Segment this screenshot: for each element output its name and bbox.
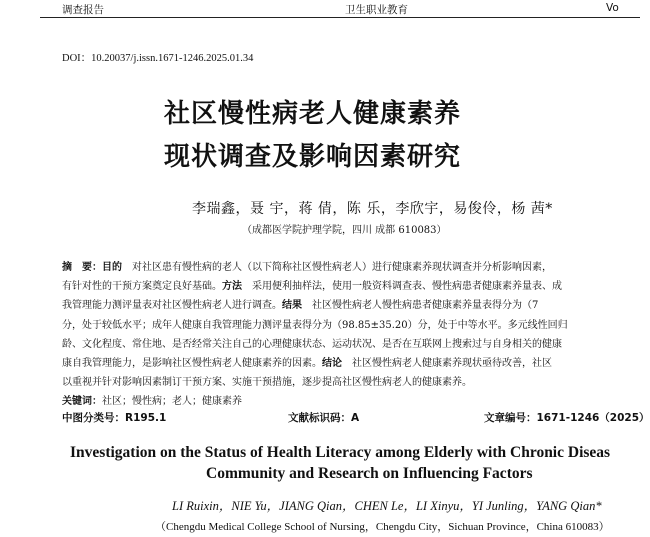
- title-cn-line2: 现状调查及影响因素研究: [163, 142, 461, 172]
- title-en-line1: Investigation on the Status of Health Literacy among Elderly with Chronic Diseas: [70, 444, 611, 461]
- affiliation-cn: （成都医学院护理学院，四川 成都 610083）: [242, 225, 447, 236]
- abstract-line: [62, 316, 568, 331]
- abstract-line: [62, 335, 562, 350]
- abstract-line: [62, 258, 552, 273]
- clc-number: [62, 410, 166, 425]
- journal-section-label: 调查报告: [62, 4, 104, 16]
- abstract-text: 有针对性的干预方案奠定良好基础。: [62, 281, 222, 292]
- abstract-line: [62, 373, 472, 388]
- document-code: [288, 410, 359, 425]
- abstract-line: [62, 277, 562, 292]
- abstract-section-label: 结论: [322, 358, 342, 369]
- abstract-text: 采用便利抽样法，使用一般资料调查表、慢性病患者健康素养量表、成: [242, 281, 562, 292]
- title-en-line2: Community and Research on Influencing Factors: [206, 465, 533, 482]
- abstract-text: 分，处于较低水平；成年人健康自我管理能力测评量表得分为（98.85±35.20）分，处于中等水平。多元线性回归: [62, 320, 568, 331]
- article-no-label: 文章编号：: [484, 412, 537, 424]
- clc-value: R195.1: [125, 412, 167, 424]
- abstract-text: 康自我管理能力，是影响社区慢性病老人健康素养的因素。: [62, 358, 322, 369]
- abstract-text: 我管理能力测评量表对社区慢性病老人进行调查。: [62, 300, 282, 311]
- affiliation-en: （Chengdu Medical College School of Nursing，Chengdu City，Sichuan Province，China 610083）: [155, 521, 610, 533]
- abstract-line: [62, 354, 552, 369]
- abstract-line: [62, 296, 538, 311]
- abstract-text: 社区慢性病老人慢性病患者健康素养量表得分为（7: [302, 300, 539, 311]
- article-number: [484, 410, 650, 425]
- authors-cn: 李瑞鑫，聂 宇，蒋 倩，陈 乐，李欣宇，易俊伶，杨 茜*: [192, 201, 553, 217]
- abstract-section-label: 结果: [282, 300, 302, 311]
- abstract-section-label: 方法: [222, 281, 242, 292]
- authors-en: LI Ruixin，NIE Yu，JIANG Qian，CHEN Le，LI Xinyu，YI Junling，YANG Qian*: [172, 499, 602, 513]
- abstract-text: 以重视并针对影响因素制订干预方案、实施干预措施，逐步提高社区慢性病老人的健康素养。: [62, 377, 472, 388]
- title-cn-line1: 社区慢性病老人健康素养: [163, 99, 461, 129]
- clc-label: 中图分类号：: [62, 412, 125, 424]
- keywords-value: 社区；慢性病；老人；健康素养: [102, 396, 242, 407]
- volume-label: Vo: [606, 2, 619, 14]
- abstract-text: 龄、文化程度、常住地、是否经常关注自己的心理健康状态、运动状况、是否在互联网上搜索过与自身相关的健康: [62, 339, 562, 350]
- keywords: [62, 392, 242, 407]
- header-divider: [40, 17, 640, 18]
- doi: DOI：10.20037/j.issn.1671-1246.2025.01.34: [62, 53, 254, 64]
- doc-code-value: A: [351, 412, 360, 424]
- doc-code-label: 文献标识码：: [288, 412, 351, 424]
- abstract-text: 社区慢性病老人健康素养现状亟待改善，社区: [342, 358, 552, 369]
- journal-name: 卫生职业教育: [345, 4, 408, 16]
- keywords-label: 关键词：: [62, 396, 102, 407]
- article-no-value: 1671-1246（2025）: [536, 412, 650, 424]
- abstract-section-label: 目的: [102, 262, 122, 273]
- abstract-label: 摘 要：: [62, 262, 102, 273]
- abstract-text: 对社区患有慢性病的老人（以下简称社区慢性病老人）进行健康素养现状调查并分析影响因素，: [122, 262, 552, 273]
